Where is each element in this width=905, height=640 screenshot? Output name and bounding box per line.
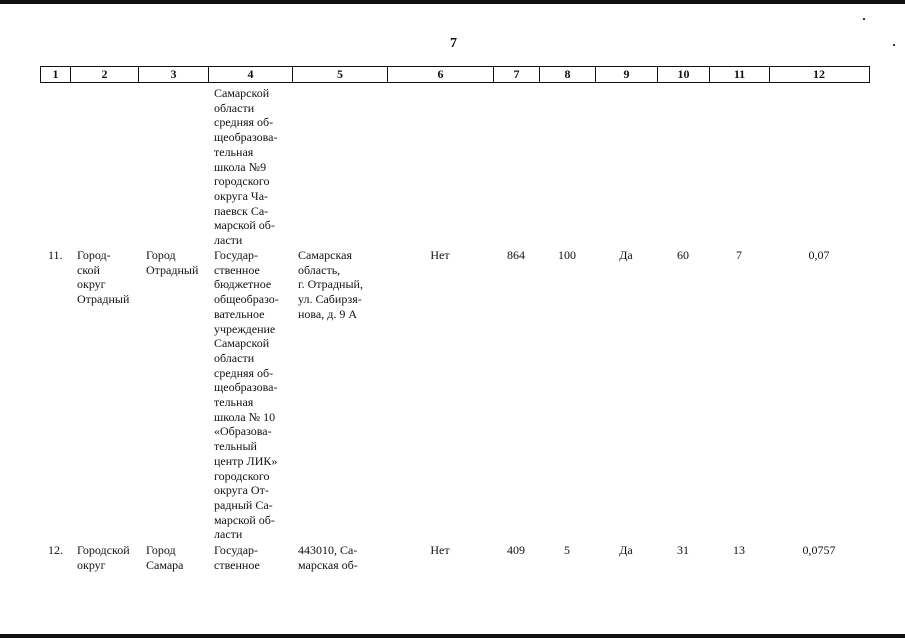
- column-header-10: 10: [658, 67, 710, 82]
- column-header-4: 4: [209, 67, 293, 82]
- col7-cell: 409: [507, 543, 525, 557]
- col11-cell: 13: [733, 543, 745, 557]
- column-header-5: 5: [293, 67, 388, 82]
- column-header-2: 2: [71, 67, 139, 82]
- col12-cell: 0,07: [808, 248, 830, 262]
- col9-cell: Да: [619, 248, 633, 262]
- district-cell: Городской округ: [77, 543, 130, 572]
- address-cell: Самарская область, г. Отрадный, ул. Сабирзя- нова, д. 9 А: [298, 248, 363, 321]
- top-border-line: [0, 0, 905, 4]
- col9-cell: Да: [619, 543, 633, 557]
- column-header-8: 8: [540, 67, 596, 82]
- column-header-1: 1: [41, 67, 71, 82]
- col8-cell: 100: [558, 248, 576, 262]
- col7-cell: 864: [507, 248, 525, 262]
- address-cell: 443010, Са- марская об-: [298, 543, 358, 572]
- scan-speck: [893, 44, 895, 46]
- column-header-6: 6: [388, 67, 494, 82]
- district-cell: Город- ской округ Отрадный: [77, 248, 130, 307]
- column-header-9: 9: [596, 67, 658, 82]
- col10-cell: 60: [677, 248, 689, 262]
- col10-cell: 31: [677, 543, 689, 557]
- column-header-12: 12: [813, 67, 825, 81]
- column-header-11: 11: [710, 67, 770, 82]
- city-cell: Город Отрадный: [146, 248, 199, 277]
- table-header-row: [40, 66, 870, 83]
- row-number: 11.: [48, 248, 63, 262]
- column-header-7: 7: [494, 67, 540, 82]
- row-number: 12.: [48, 543, 63, 557]
- col8-cell: 5: [564, 543, 570, 557]
- col11-cell: 7: [736, 248, 742, 262]
- city-cell: Город Самара: [146, 543, 184, 572]
- scan-speck: [863, 18, 865, 20]
- page-number: 7: [450, 36, 457, 51]
- col6-cell: Нет: [430, 248, 450, 262]
- col12-cell: 0,0757: [802, 543, 836, 557]
- col6-cell: Нет: [430, 543, 450, 557]
- institution-cell: Государ- ственное бюджетное общеобразо- вательное учреждение Самарской области средняя об- щеобразова- тельная школа № 10 «Образова- тельный центр ЛИК» городского округа От- радный Са- марской об- ласти: [214, 248, 279, 542]
- bottom-border-line: [0, 634, 905, 638]
- institution-cell: Государ- ственное: [214, 543, 260, 572]
- continued-institution-cell: Самарской области средняя об- щеобразова- тельная школа №9 городского округа Ча- паевск Са- марской об- ласти: [214, 86, 278, 248]
- column-header-3: 3: [139, 67, 209, 82]
